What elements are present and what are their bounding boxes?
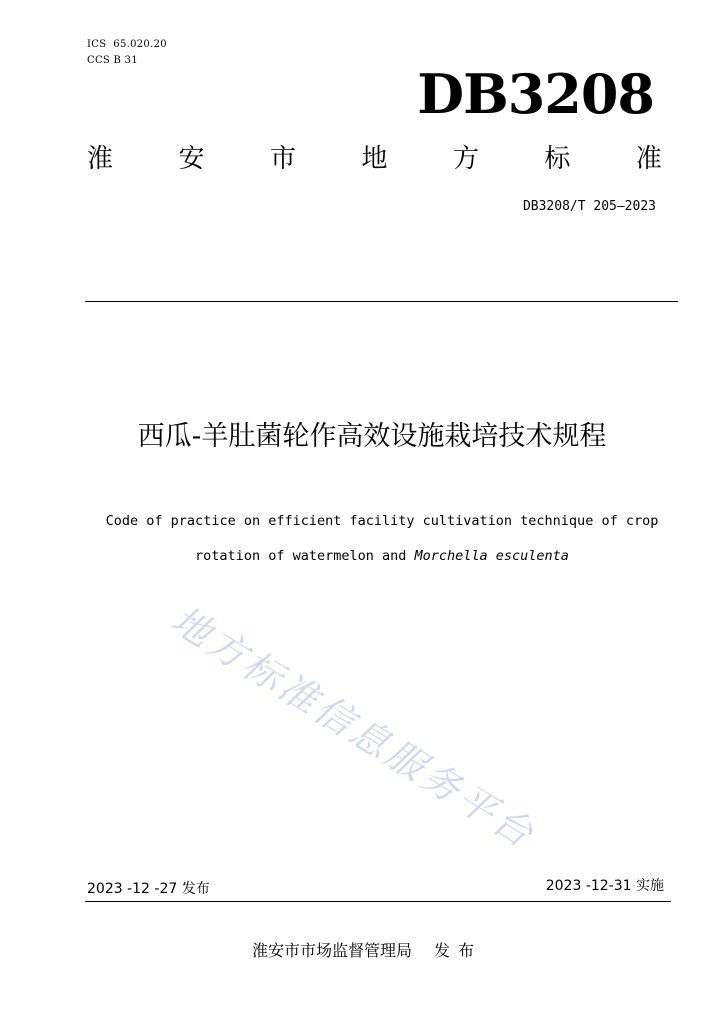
standard-type-char: 地 — [361, 144, 388, 174]
standard-type-heading — [87, 142, 662, 176]
bottom-divider — [85, 901, 671, 902]
publisher-name: 淮安市市场监督管理局 — [251, 941, 412, 960]
standard-type-char: 准 — [635, 144, 662, 174]
standard-type-char: 安 — [178, 144, 205, 174]
standard-type-char: 淮 — [87, 144, 114, 174]
standard-type-char: 方 — [452, 144, 479, 174]
title-chinese: 西瓜-羊肚菌轮作高效设施栽培技术规程 — [137, 421, 607, 452]
title-english — [60, 504, 704, 574]
watermark-text: 地方标准信息服务平台 — [163, 597, 544, 858]
classification-codes — [87, 37, 167, 69]
species-name: Morchella esculenta — [414, 548, 569, 564]
title-english-line1: Code of practice on efficient facility cultivation technique of crop — [105, 513, 659, 529]
standard-number: DB3208/T 205—2023 — [522, 199, 656, 214]
ics-code: ICS 65.020.20 — [87, 39, 167, 50]
standard-type-char: 市 — [269, 144, 296, 174]
title-english-line2 — [60, 539, 704, 574]
db-logo: DB3208 — [417, 62, 654, 126]
publish-action: 发布 — [434, 941, 483, 960]
top-divider — [85, 301, 678, 302]
title-english-line2-prefix: rotation of watermelon and — [195, 548, 415, 564]
implementation-date: 2023 -12-31 实施 — [545, 878, 664, 894]
ccs-code: CCS B 31 — [87, 55, 138, 66]
issue-date: 2023 -12 -27 发布 — [87, 881, 210, 897]
standard-type-char: 标 — [544, 144, 571, 174]
publisher-line — [0, 939, 724, 963]
